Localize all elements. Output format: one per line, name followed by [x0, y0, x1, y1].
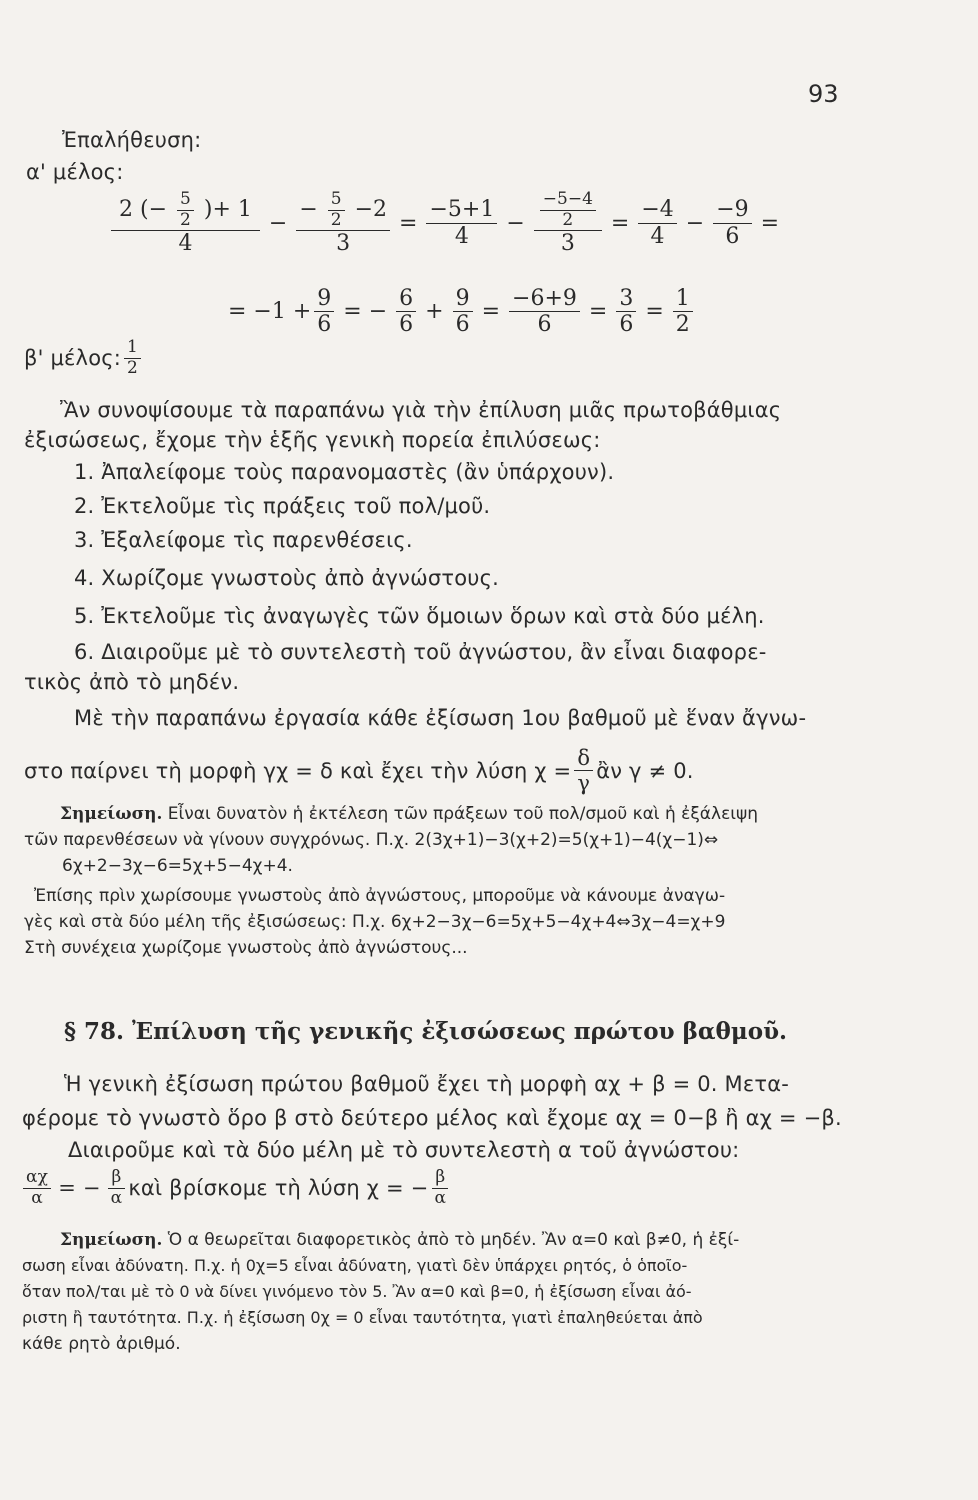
step-6-continued: τικὸς ἀπὸ τὸ μηδέν.: [24, 670, 240, 694]
fraction-term-4: $\frac{\frac{-5-4}{2}}{3}$: [534, 190, 602, 256]
note-1-line-6: Στὴ συνέχεια χωρίζομε γνωστοὺς ἀπὸ ἀγνώστους...: [24, 938, 468, 958]
step-3: 3. Ἐξαλείφομε τὶς παρενθέσεις.: [74, 528, 413, 552]
summary-line-2: ἐξισώσεως, ἔχομε τὴν ἑξῆς γενικὴ πορεία ἐπιλύσεως:: [24, 428, 601, 452]
note-1-label: Σημείωση.: [60, 804, 163, 824]
section-line-1: Ἡ γενικὴ ἐξίσωση πρώτου βαθμοῦ ἔχει τὴ μορφὴ αχ + β = 0. Μετα-: [64, 1072, 790, 1096]
note-2-line-2: σωση εἶναι ἀδύνατη. Π.χ. ἡ 0χ=5 εἶναι ἀδύνατη, γιατὶ δὲν ὑπάρχει ρητός, ὁ ὁποῖο-: [22, 1256, 688, 1275]
fraction-term-2: − $\frac{5}{2}$ −2 3: [296, 190, 390, 256]
note-2-label: Σημείωση.: [60, 1230, 163, 1250]
section-78-heading: § 78. Ἐπίλυση τῆς γενικῆς ἐξισώσεως πρώτου βαθμοῦ.: [64, 1018, 788, 1045]
verification-equation-1: 2 (− $\frac{5}{2}$ )+ 1 4 − − $\frac{5}{2}$ −2 3 = $\frac{-5+1}{4}$ − $\frac{\frac{-5-4}{2}}{3}$ = $\frac{-4}{4}$ − $\frac{-9}{6}$ =: [108, 190, 785, 256]
note-2-line-5: κάθε ρητὸ ἀριθμό.: [22, 1334, 181, 1354]
general-form-line-1: Μὲ τὴν παραπάνω ἐργασία κάθε ἐξίσωση 1ου βαθμοῦ μὲ ἕναν ἄγνω-: [74, 706, 807, 730]
page-number: 93: [808, 80, 839, 108]
fraction-term-3: $\frac{-5+1}{4}$: [426, 197, 497, 249]
note-1-line-2: τῶν παρενθέσεων νὰ γίνουν συγχρόνως. Π.χ. 2(3χ+1)−3(χ+2)=5(χ+1)−4(χ−1)⇔: [24, 830, 719, 850]
note-2-line-3: ὅταν πολ/ται μὲ τὸ 0 νὰ δίνει γινόμενο τὸν 5. Ἂν α=0 καὶ β=0, ἡ ἐξίσωση εἶναι ἀό-: [22, 1282, 692, 1301]
section-line-3: Διαιροῦμε καὶ τὰ δύο μέλη μὲ τὸ συντελεστὴ α τοῦ ἀγνώστου:: [68, 1138, 740, 1162]
note-1-line-5: γὲς καὶ στὰ δύο μέλη τῆς ἐξισώσεως: Π.χ. 6χ+2−3χ−6=5χ+5−4χ+4⇔3χ−4=χ+9: [24, 912, 726, 932]
fraction-term-1: 2 (− $\frac{5}{2}$ )+ 1 4: [111, 190, 260, 256]
general-form-line-2: στο παίρνει τὴ μορφὴ γχ = δ καὶ ἔχει τὴν λύση χ = $\frac{\delta}{\gamma}$ ἂν γ ≠ 0.: [24, 746, 694, 796]
note-2-line-1: Σημείωση. Ὁ α θεωρεῖται διαφορετικὸς ἀπὸ τὸ μηδέν. Ἂν α=0 καὶ β≠0, ἡ ἐξί-: [60, 1230, 740, 1250]
section-solution-line: $\frac{\alpha\chi}{\alpha}$ = − $\frac{\beta}{\alpha}$ καὶ βρίσκομε τὴ λύση χ = − $\frac{\beta}{\alpha}$: [20, 1168, 452, 1208]
note-2-line-4: ριστη ἢ ταυτότητα. Π.χ. ἡ ἐξίσωση 0χ = 0 εἶναι ταυτότητα, γιατὶ ἐπαληθεύεται ἀπὸ: [22, 1308, 703, 1327]
step-5: 5. Ἐκτελοῦμε τὶς ἀναγωγὲς τῶν ὅμοιων ὅρων καὶ στὰ δύο μέλη.: [74, 604, 765, 628]
section-line-2: φέρομε τὸ γνωστὸ ὅρο β στὸ δεύτερο μέλος καὶ ἔχομε αχ = 0−β ἢ αχ = −β.: [22, 1106, 842, 1130]
step-1: 1. Ἀπαλείφομε τοὺς παρανομαστὲς (ἂν ὑπάρχουν).: [74, 460, 615, 484]
member-b-line: β' μέλος: $\frac{1}{2}$: [24, 338, 144, 378]
step-6: 6. Διαιροῦμε μὲ τὸ συντελεστὴ τοῦ ἀγνώστου, ἂν εἶναι διαφορε-: [74, 640, 767, 664]
step-2: 2. Ἐκτελοῦμε τὶς πράξεις τοῦ πολ/μοῦ.: [74, 494, 491, 518]
step-4: 4. Χωρίζομε γνωστοὺς ἀπὸ ἀγνώστους.: [74, 566, 500, 590]
member-a-label: α' μέλος:: [26, 160, 124, 184]
fraction-term-5: $\frac{-4}{4}$: [638, 197, 676, 249]
note-1-line-3: 6χ+2−3χ−6=5χ+5−4χ+4.: [62, 856, 293, 876]
note-1-line-1: Σημείωση. Εἶναι δυνατὸν ἡ ἐκτέλεση τῶν πράξεων τοῦ πολ/σμοῦ καὶ ἡ ἐξάλειψη: [60, 804, 758, 824]
summary-line-1: Ἂν συνοψίσουμε τὰ παραπάνω γιὰ τὴν ἐπίλυση μιᾶς πρωτοβάθμιας: [60, 398, 782, 422]
verification-title: Ἐπαλήθευση:: [62, 128, 202, 152]
fraction-term-6: $\frac{-9}{6}$: [713, 197, 751, 249]
note-1-line-4: Ἐπίσης πρὶν χωρίσουμε γνωστοὺς ἀπὸ ἀγνώστους, μποροῦμε νὰ κάνουμε ἀναγω-: [34, 886, 726, 906]
verification-equation-2: = −1 + $\frac{9}{6}$ = − $\frac{6}{6}$ + $\frac{9}{6}$ = $\frac{-6+9}{6}$ = $\frac{3}{6}$ = $\frac{1}{2}$: [228, 286, 696, 338]
